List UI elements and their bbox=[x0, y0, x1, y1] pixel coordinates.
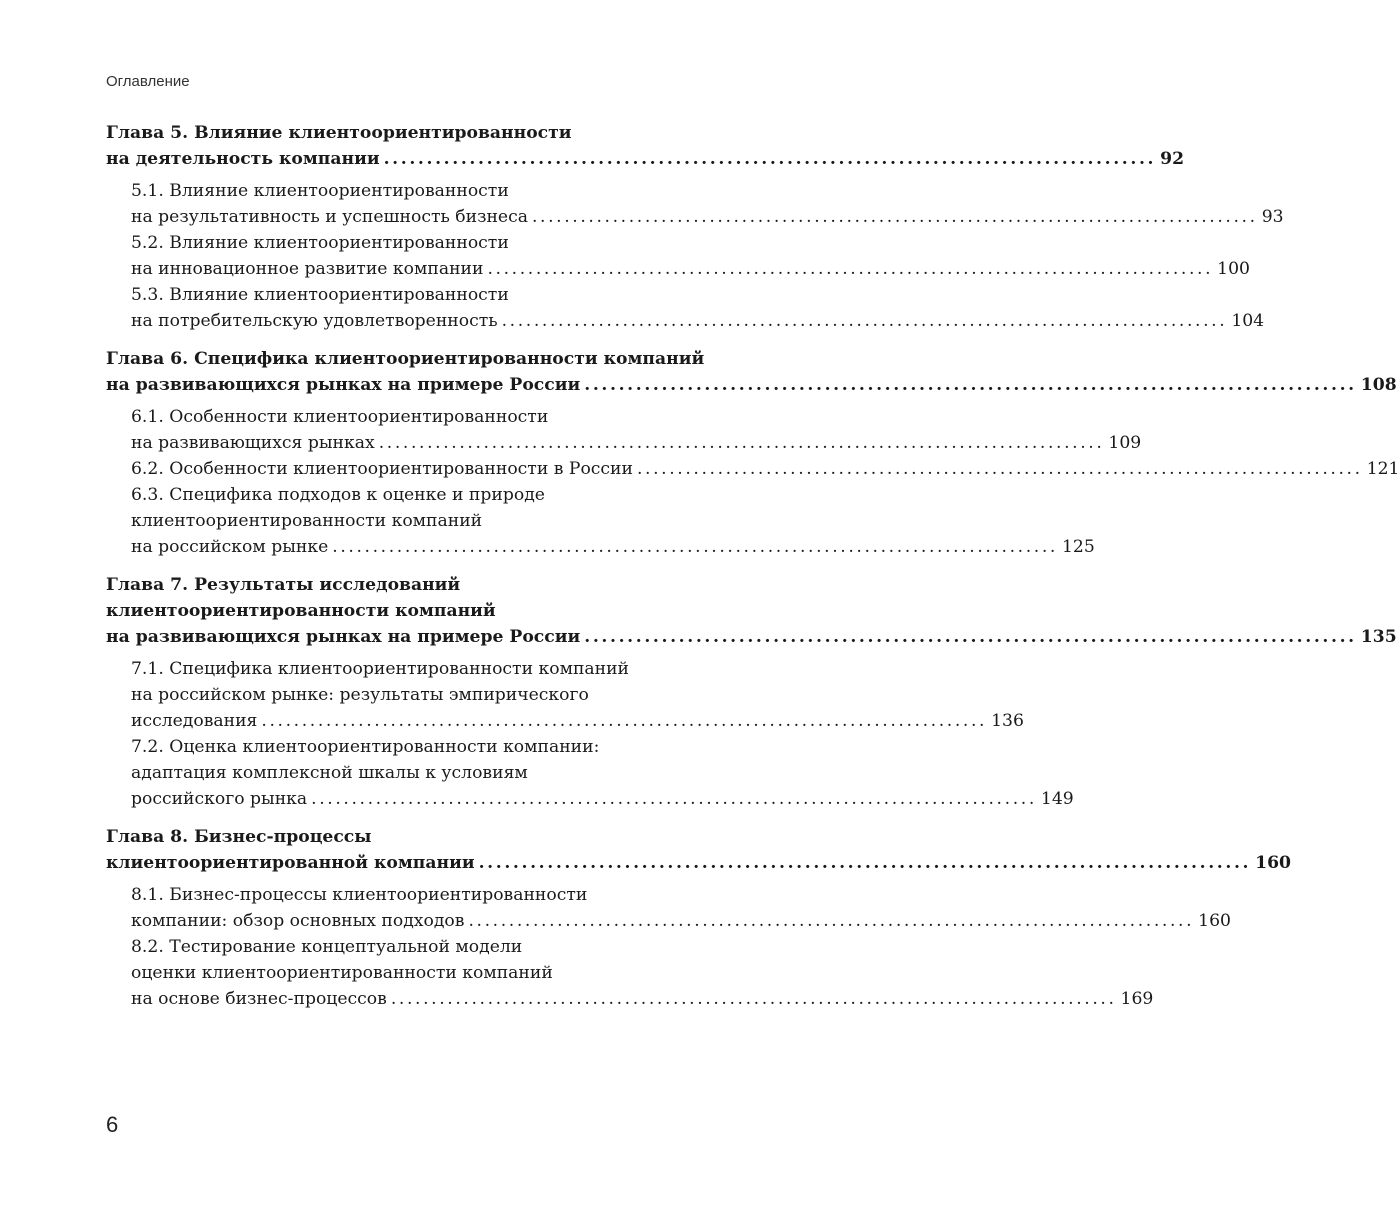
table-of-contents bbox=[106, 120, 1400, 1024]
section-6-3[interactable] bbox=[106, 482, 1095, 560]
chapter-title-line: Глава 7. Результаты исследований bbox=[106, 575, 461, 595]
toc-line bbox=[106, 598, 751, 624]
dot-leader: .......................................................................................... bbox=[378, 433, 1105, 453]
section-title-line: на результативность и успешность бизнеса bbox=[131, 207, 528, 227]
toc-line bbox=[131, 734, 751, 760]
chapter-8 bbox=[106, 824, 1292, 1012]
page-number: 108 bbox=[1360, 375, 1397, 395]
page-number: 121 bbox=[1366, 459, 1400, 479]
page-number: 104 bbox=[1231, 311, 1265, 331]
dot-leader: .......................................................................................... bbox=[383, 149, 1157, 169]
dot-leader: .......................................................................................... bbox=[332, 537, 1058, 557]
toc-line bbox=[131, 282, 751, 308]
page-number: 125 bbox=[1062, 537, 1095, 557]
toc-line bbox=[131, 882, 751, 908]
toc-line bbox=[106, 624, 1397, 650]
toc-line bbox=[131, 656, 751, 682]
toc-line bbox=[131, 534, 1095, 560]
page-number: 160 bbox=[1255, 853, 1292, 873]
chapter-7 bbox=[106, 572, 1397, 812]
section-title-line: на российском рынке: результаты эмпирического bbox=[131, 685, 589, 705]
section-title-line: 7.1. Специфика клиентоориентированности компаний bbox=[131, 659, 630, 679]
toc-line bbox=[131, 760, 751, 786]
section-5-3[interactable] bbox=[106, 282, 1265, 334]
toc-line bbox=[131, 256, 1250, 282]
section-title-line: 6.3. Специфика подходов к оценке и природе bbox=[131, 485, 545, 505]
section-title-line: 7.2. Оценка клиентоориентированности компании: bbox=[131, 737, 600, 757]
page-number: 136 bbox=[991, 711, 1024, 731]
dot-leader: .......................................................................................... bbox=[468, 911, 1195, 931]
toc-line bbox=[131, 456, 1400, 482]
section-7-2[interactable] bbox=[106, 734, 1074, 812]
chapter-title-line: на развивающихся рынках на примере России bbox=[106, 375, 581, 395]
section-title-line: 8.2. Тестирование концептуальной модели bbox=[131, 937, 523, 957]
section-title-line: оценки клиентоориентированности компаний bbox=[131, 963, 553, 983]
page-number: 109 bbox=[1108, 433, 1142, 453]
dot-leader: .......................................................................................... bbox=[584, 375, 1357, 395]
section-title-line: российского рынка bbox=[131, 789, 308, 809]
page-number: 92 bbox=[1160, 149, 1185, 169]
chapter-title-line: Глава 8. Бизнес-процессы bbox=[106, 827, 372, 847]
toc-line bbox=[131, 908, 1231, 934]
section-title-line: 8.1. Бизнес-процессы клиентоориентированности bbox=[131, 885, 588, 905]
toc-line bbox=[131, 204, 1284, 230]
toc-line bbox=[106, 824, 751, 850]
section-title-line: на инновационное развитие компании bbox=[131, 259, 484, 279]
dot-leader: .......................................................................................... bbox=[478, 853, 1252, 873]
section-title-line: 5.3. Влияние клиентоориентированности bbox=[131, 285, 509, 305]
dot-leader: .......................................................................................... bbox=[531, 207, 1258, 227]
section-title-line: 5.1. Влияние клиентоориентированности bbox=[131, 181, 509, 201]
running-head: Оглавление bbox=[106, 73, 190, 90]
chapter-title-line: клиентоориентированной компании bbox=[106, 853, 475, 873]
toc-line bbox=[106, 572, 751, 598]
page-number: 169 bbox=[1120, 989, 1154, 1009]
section-title-line: адаптация комплексной шкалы к условиям bbox=[131, 763, 528, 783]
toc-line bbox=[131, 960, 751, 986]
page-number: 160 bbox=[1198, 911, 1231, 931]
section-8-2[interactable] bbox=[106, 934, 1154, 1012]
toc-line bbox=[131, 508, 751, 534]
section-title-line: клиентоориентированности компаний bbox=[131, 511, 483, 531]
toc-line bbox=[131, 430, 1142, 456]
section-8-1[interactable] bbox=[106, 882, 1231, 934]
section-6-2[interactable] bbox=[106, 456, 1400, 482]
chapter-title-line: Глава 5. Влияние клиентоориентированности bbox=[106, 123, 572, 143]
section-title-line: на российском рынке bbox=[131, 537, 329, 557]
section-title-line: 5.2. Влияние клиентоориентированности bbox=[131, 233, 509, 253]
page-number: 100 bbox=[1217, 259, 1250, 279]
toc-line bbox=[131, 682, 751, 708]
section-title-line: на основе бизнес-процессов bbox=[131, 989, 387, 1009]
chapter-heading[interactable] bbox=[106, 824, 1292, 876]
chapter-title-line: на деятельность компании bbox=[106, 149, 380, 169]
dot-leader: .......................................................................................... bbox=[584, 627, 1357, 647]
section-title-line: исследования bbox=[131, 711, 258, 731]
section-7-1[interactable] bbox=[106, 656, 1024, 734]
toc-line bbox=[131, 178, 751, 204]
page-number: 149 bbox=[1040, 789, 1074, 809]
dot-leader: .......................................................................................... bbox=[636, 459, 1363, 479]
dot-leader: .......................................................................................... bbox=[390, 989, 1117, 1009]
toc-line bbox=[106, 346, 751, 372]
toc-line bbox=[131, 708, 1024, 734]
toc-line bbox=[106, 850, 1292, 876]
page-number: 135 bbox=[1360, 627, 1397, 647]
toc-line bbox=[131, 934, 751, 960]
chapter-title-line: Глава 6. Специфика клиентоориентированности компаний bbox=[106, 349, 705, 369]
toc-line bbox=[131, 404, 751, 430]
section-title-line: на потребительскую удовлетворенность bbox=[131, 311, 498, 331]
toc-line bbox=[106, 146, 1185, 172]
dot-leader: .......................................................................................... bbox=[487, 259, 1214, 279]
toc-line bbox=[106, 120, 751, 146]
toc-line bbox=[106, 372, 1397, 398]
chapter-heading[interactable] bbox=[106, 572, 1397, 650]
section-6-1[interactable] bbox=[106, 404, 1142, 456]
chapter-heading[interactable] bbox=[106, 120, 1185, 172]
chapter-title-line: клиентоориентированности компаний bbox=[106, 601, 496, 621]
section-title-line: компании: обзор основных подходов bbox=[131, 911, 465, 931]
page-folio: 6 bbox=[106, 1112, 119, 1137]
chapter-6 bbox=[106, 346, 1400, 560]
toc-line bbox=[131, 308, 1265, 334]
dot-leader: .......................................................................................... bbox=[311, 789, 1037, 809]
toc-line bbox=[131, 482, 751, 508]
section-title-line: 6.1. Особенности клиентоориентированности bbox=[131, 407, 549, 427]
section-5-2[interactable] bbox=[106, 230, 1250, 282]
page-number: 93 bbox=[1261, 207, 1284, 227]
chapter-title-line: на развивающихся рынках на примере России bbox=[106, 627, 581, 647]
section-title-line: 6.2. Особенности клиентоориентированности в России bbox=[131, 459, 633, 479]
chapter-heading[interactable] bbox=[106, 346, 1397, 398]
chapter-5 bbox=[106, 120, 1284, 334]
section-title-line: на развивающихся рынках bbox=[131, 433, 375, 453]
toc-line bbox=[131, 986, 1154, 1012]
section-5-1[interactable] bbox=[106, 178, 1284, 230]
toc-line bbox=[131, 786, 1074, 812]
dot-leader: .......................................................................................... bbox=[501, 311, 1228, 331]
toc-line bbox=[131, 230, 751, 256]
dot-leader: .......................................................................................... bbox=[261, 711, 988, 731]
